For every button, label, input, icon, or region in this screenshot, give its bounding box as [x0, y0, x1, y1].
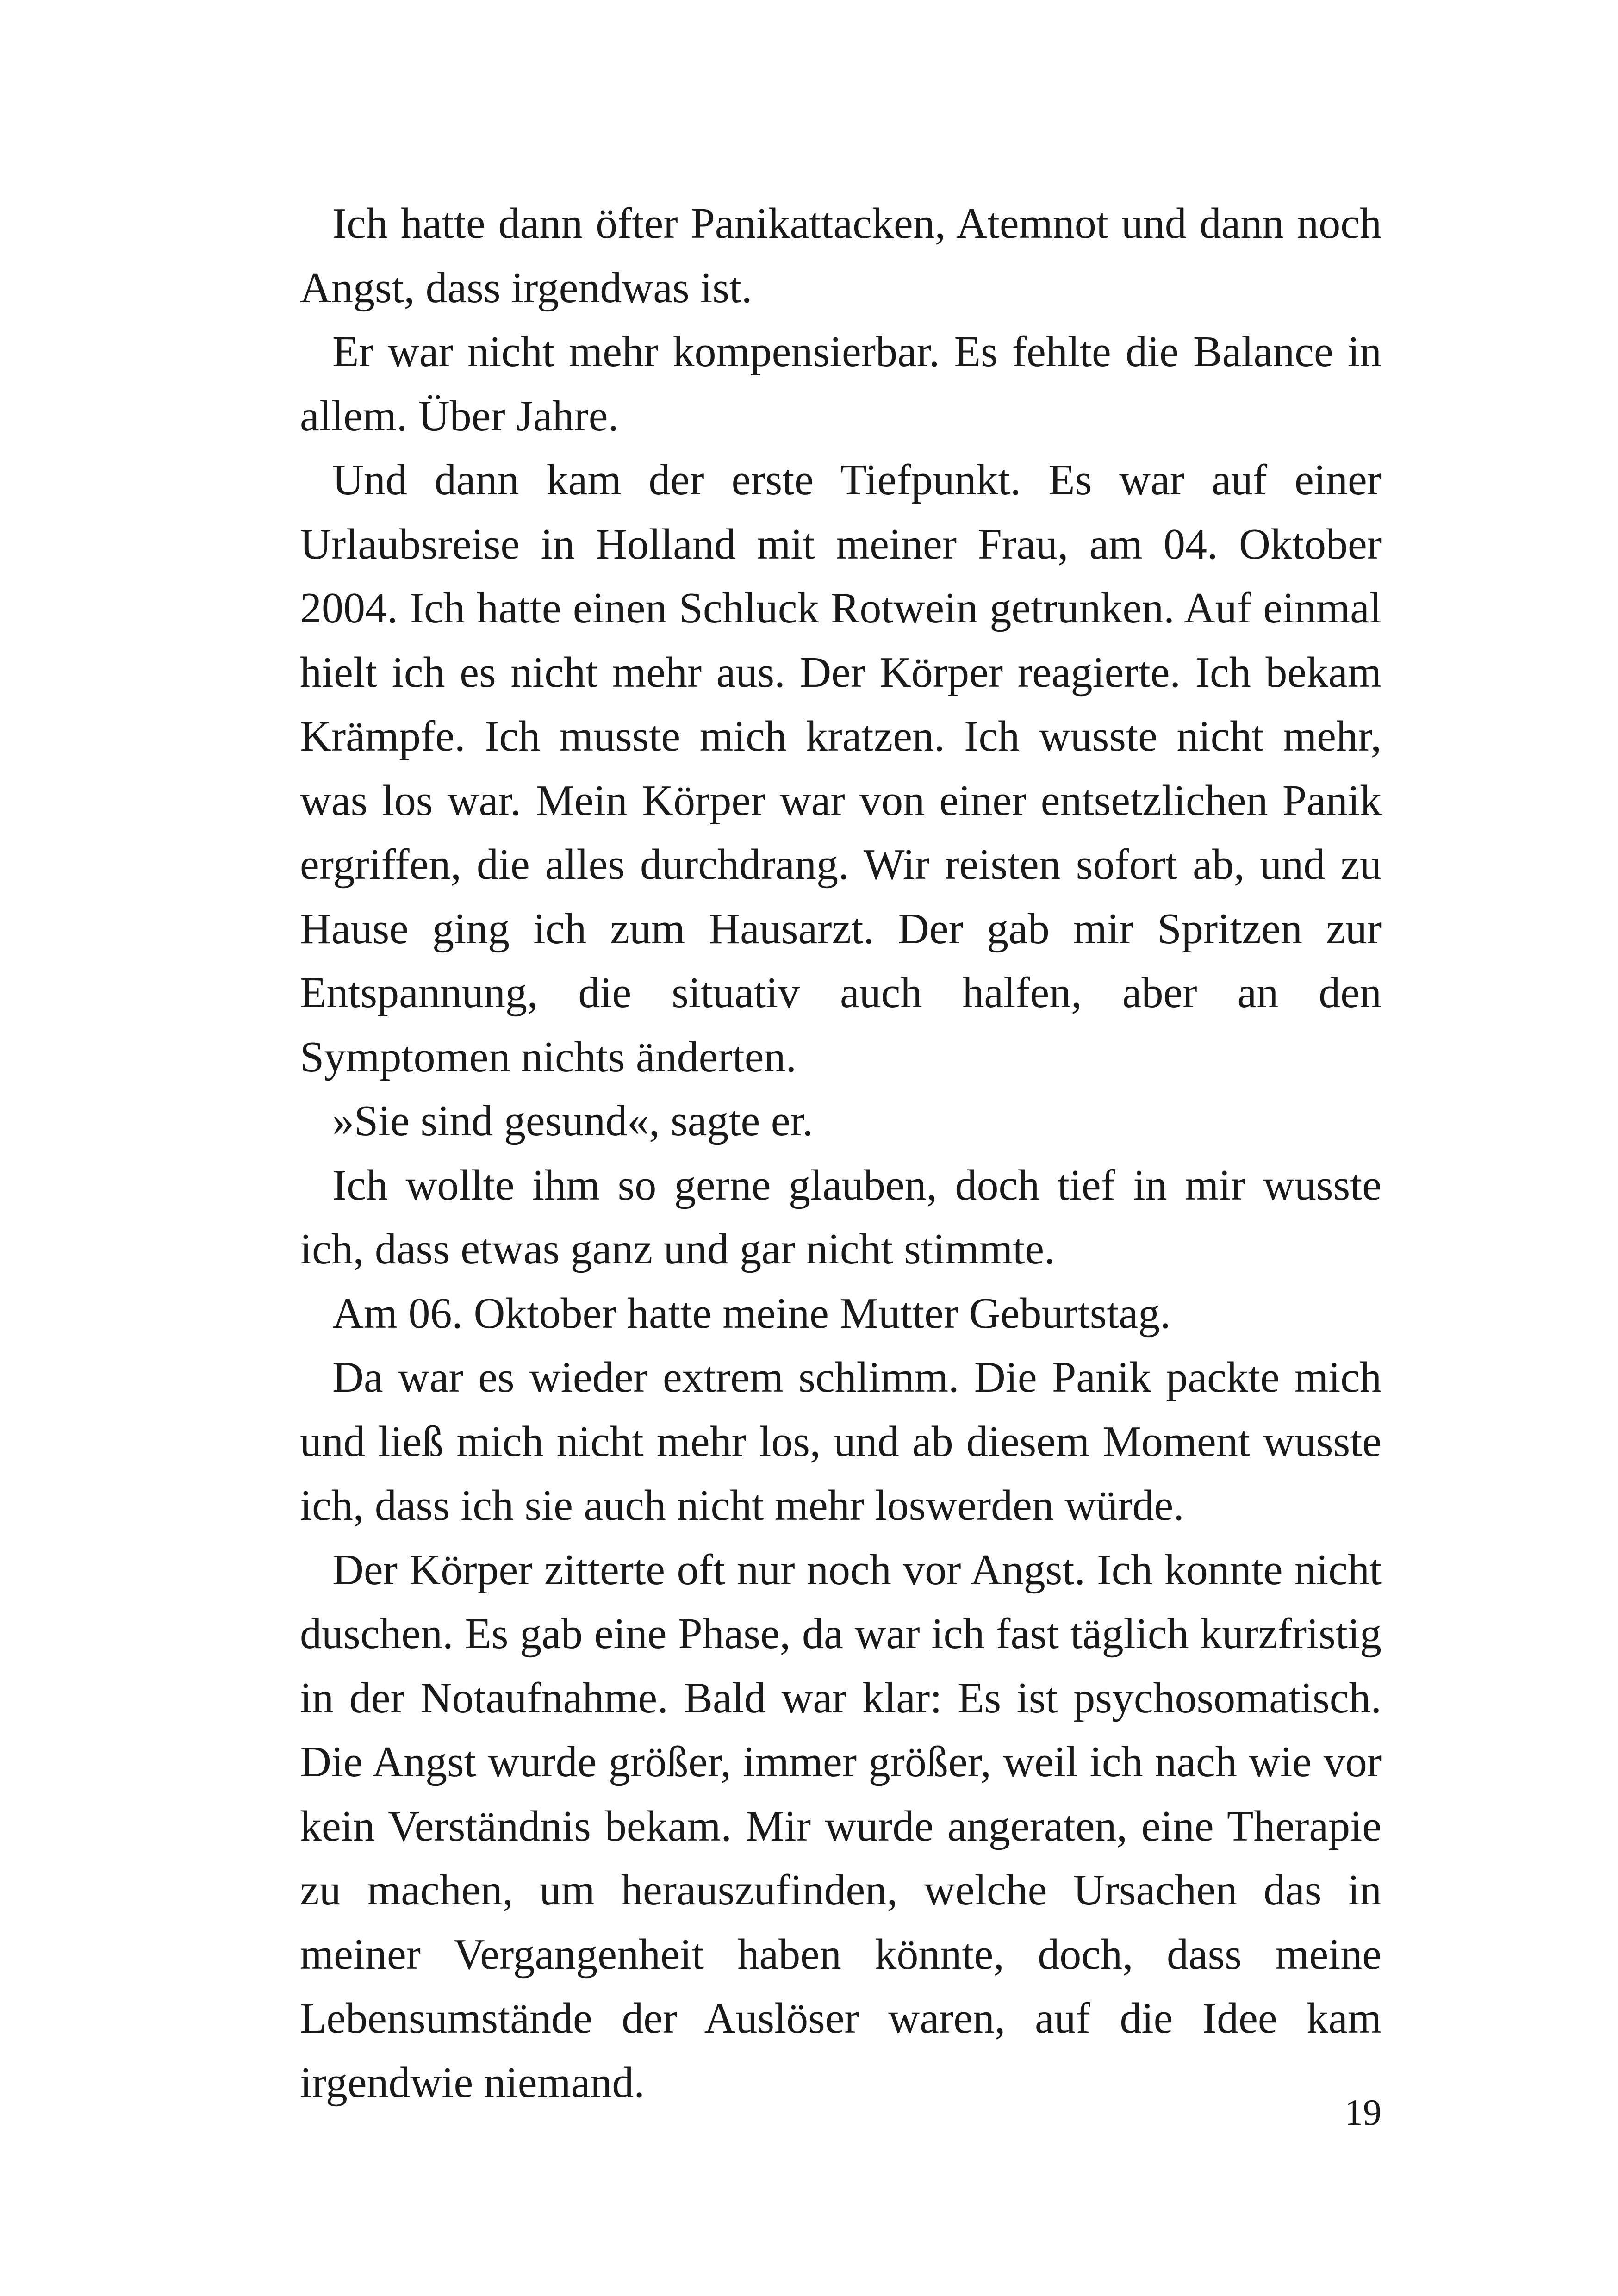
paragraph-8: Der Körper zitterte oft nur noch vor Angst. Ich konnte nicht duschen. Es gab eine Phase, da war ich fast täglich kurzfristig in der Notaufnahme. Bald war klar: Es ist psychosomatisch. Die Angst wurde größer, immer größer, weil ich nach wie vor kein Verständnis bekam. Mir wurde angeraten, eine Therapie zu machen, um herauszufinden, welche Ursachen das in meiner Vergangenheit haben könnte, doch, dass meine Lebensumstände der Auslöser waren, auf die Idee kam irgendwie niemand. [300, 1545, 1382, 2107]
paragraph-7: Da war es wieder extrem schlimm. Die Panik packte mich und ließ mich nicht mehr los, und ab diesem Moment wusste ich, dass ich sie auch nicht mehr loswerden würde. [300, 1353, 1382, 1530]
paragraph-3: Und dann kam der erste Tiefpunkt. Es war auf einer Urlaubsreise in Holland mit meiner Frau, am 04. Oktober 2004. Ich hatte einen Schluck Rotwein getrunken. Auf einmal hielt ich es nicht mehr aus. Der Körper reagierte. Ich bekam Krämpfe. Ich musste mich kratzen. Ich wusste nicht mehr, was los war. Mein Körper war von einer entsetzlichen Panik ergriffen, die alles durchdrang. Wir reisten sofort ab, und zu Hause ging ich zum Hausarzt. Der gab mir Spritzen zur Entspannung, die situativ auch halfen, aber an den Symptomen nichts änderten. [300, 456, 1382, 1081]
body-text [300, 192, 1382, 2115]
paragraph-4: »Sie sind gesund«, sagte er. [332, 1097, 814, 1145]
page-number: 19 [1344, 2092, 1382, 2133]
paragraph-1: Ich hatte dann öfter Panikattacken, Atemnot und dann noch Angst, dass irgendwas ist. [300, 199, 1382, 312]
paragraph-6: Am 06. Oktober hatte meine Mutter Geburtstag. [332, 1289, 1171, 1338]
paragraph-5: Ich wollte ihm so gerne glauben, doch tief in mir wusste ich, dass etwas ganz und gar nicht stimmte. [300, 1161, 1382, 1273]
paragraph-2: Er war nicht mehr kompensierbar. Es fehlte die Balance in allem. Über Jahre. [300, 328, 1382, 440]
